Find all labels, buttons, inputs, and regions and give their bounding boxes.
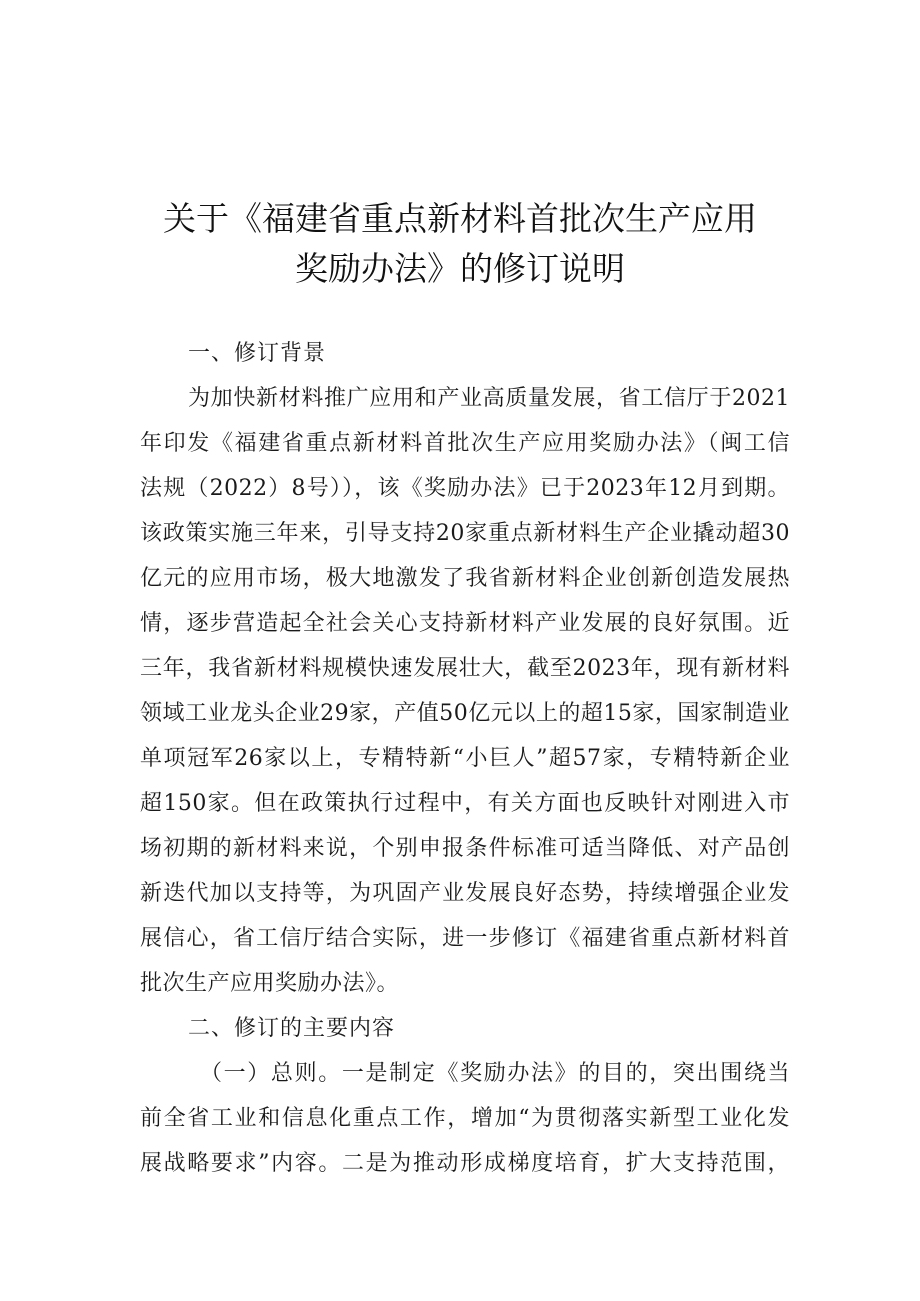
paragraph-line: 三年，我省新材料规模快速发展壮大，截至2023年，现有新材料 xyxy=(140,656,790,681)
paragraph-line: 法规（2022）8号）），该《奖励办法》已于2023年12月到期。 xyxy=(140,476,790,501)
paragraph-line: 超150家。但在政策执行过程中，有关方面也反映针对刚进入市 xyxy=(140,791,790,816)
paragraph-line: 展信心，省工信厅结合实际，进一步修订《福建省重点新材料首 xyxy=(140,926,790,951)
section-heading-background: 一、修订背景 xyxy=(188,341,327,366)
paragraph-line: （一）总则。一是制定《奖励办法》的目的，突出围绕当 xyxy=(200,1061,790,1086)
document-title-line-1: 关于《福建省重点新材料首批次生产应用 xyxy=(163,199,757,238)
paragraph-line: 新迭代加以支持等，为巩固产业发展良好态势，持续增强企业发 xyxy=(140,881,790,906)
paragraph-line: 前全省工业和信息化重点工作，增加“为贯彻落实新型工业化发 xyxy=(140,1106,790,1131)
paragraph-line: 该政策实施三年来，引导支持20家重点新材料生产企业撬动超30 xyxy=(140,521,790,546)
paragraph-line: 单项冠军26家以上，专精特新“小巨人”超57家，专精特新企业 xyxy=(140,746,790,771)
paragraph-line: 场初期的新材料来说，个别申报条件标准可适当降低、对产品创 xyxy=(140,836,790,861)
document-title-line-2: 奖励办法》的修订说明 xyxy=(295,249,625,288)
paragraph-line: 为加快新材料推广应用和产业高质量发展，省工信厅于2021 xyxy=(188,386,790,411)
paragraph-line: 领域工业龙头企业29家，产值50亿元以上的超15家，国家制造业 xyxy=(140,701,790,726)
paragraph-line: 情，逐步营造起全社会关心支持新材料产业发展的良好氛围。近 xyxy=(140,611,790,636)
paragraph-line: 年印发《福建省重点新材料首批次生产应用奖励办法》（闽工信 xyxy=(140,431,790,456)
section-heading-main-content: 二、修订的主要内容 xyxy=(188,1016,396,1041)
paragraph-line: 批次生产应用奖励办法》。 xyxy=(140,971,400,996)
paragraph-line: 展战略要求”内容。二是为推动形成梯度培育，扩大支持范围， xyxy=(140,1151,790,1176)
paragraph-line: 亿元的应用市场，极大地激发了我省新材料企业创新创造发展热 xyxy=(140,566,790,591)
